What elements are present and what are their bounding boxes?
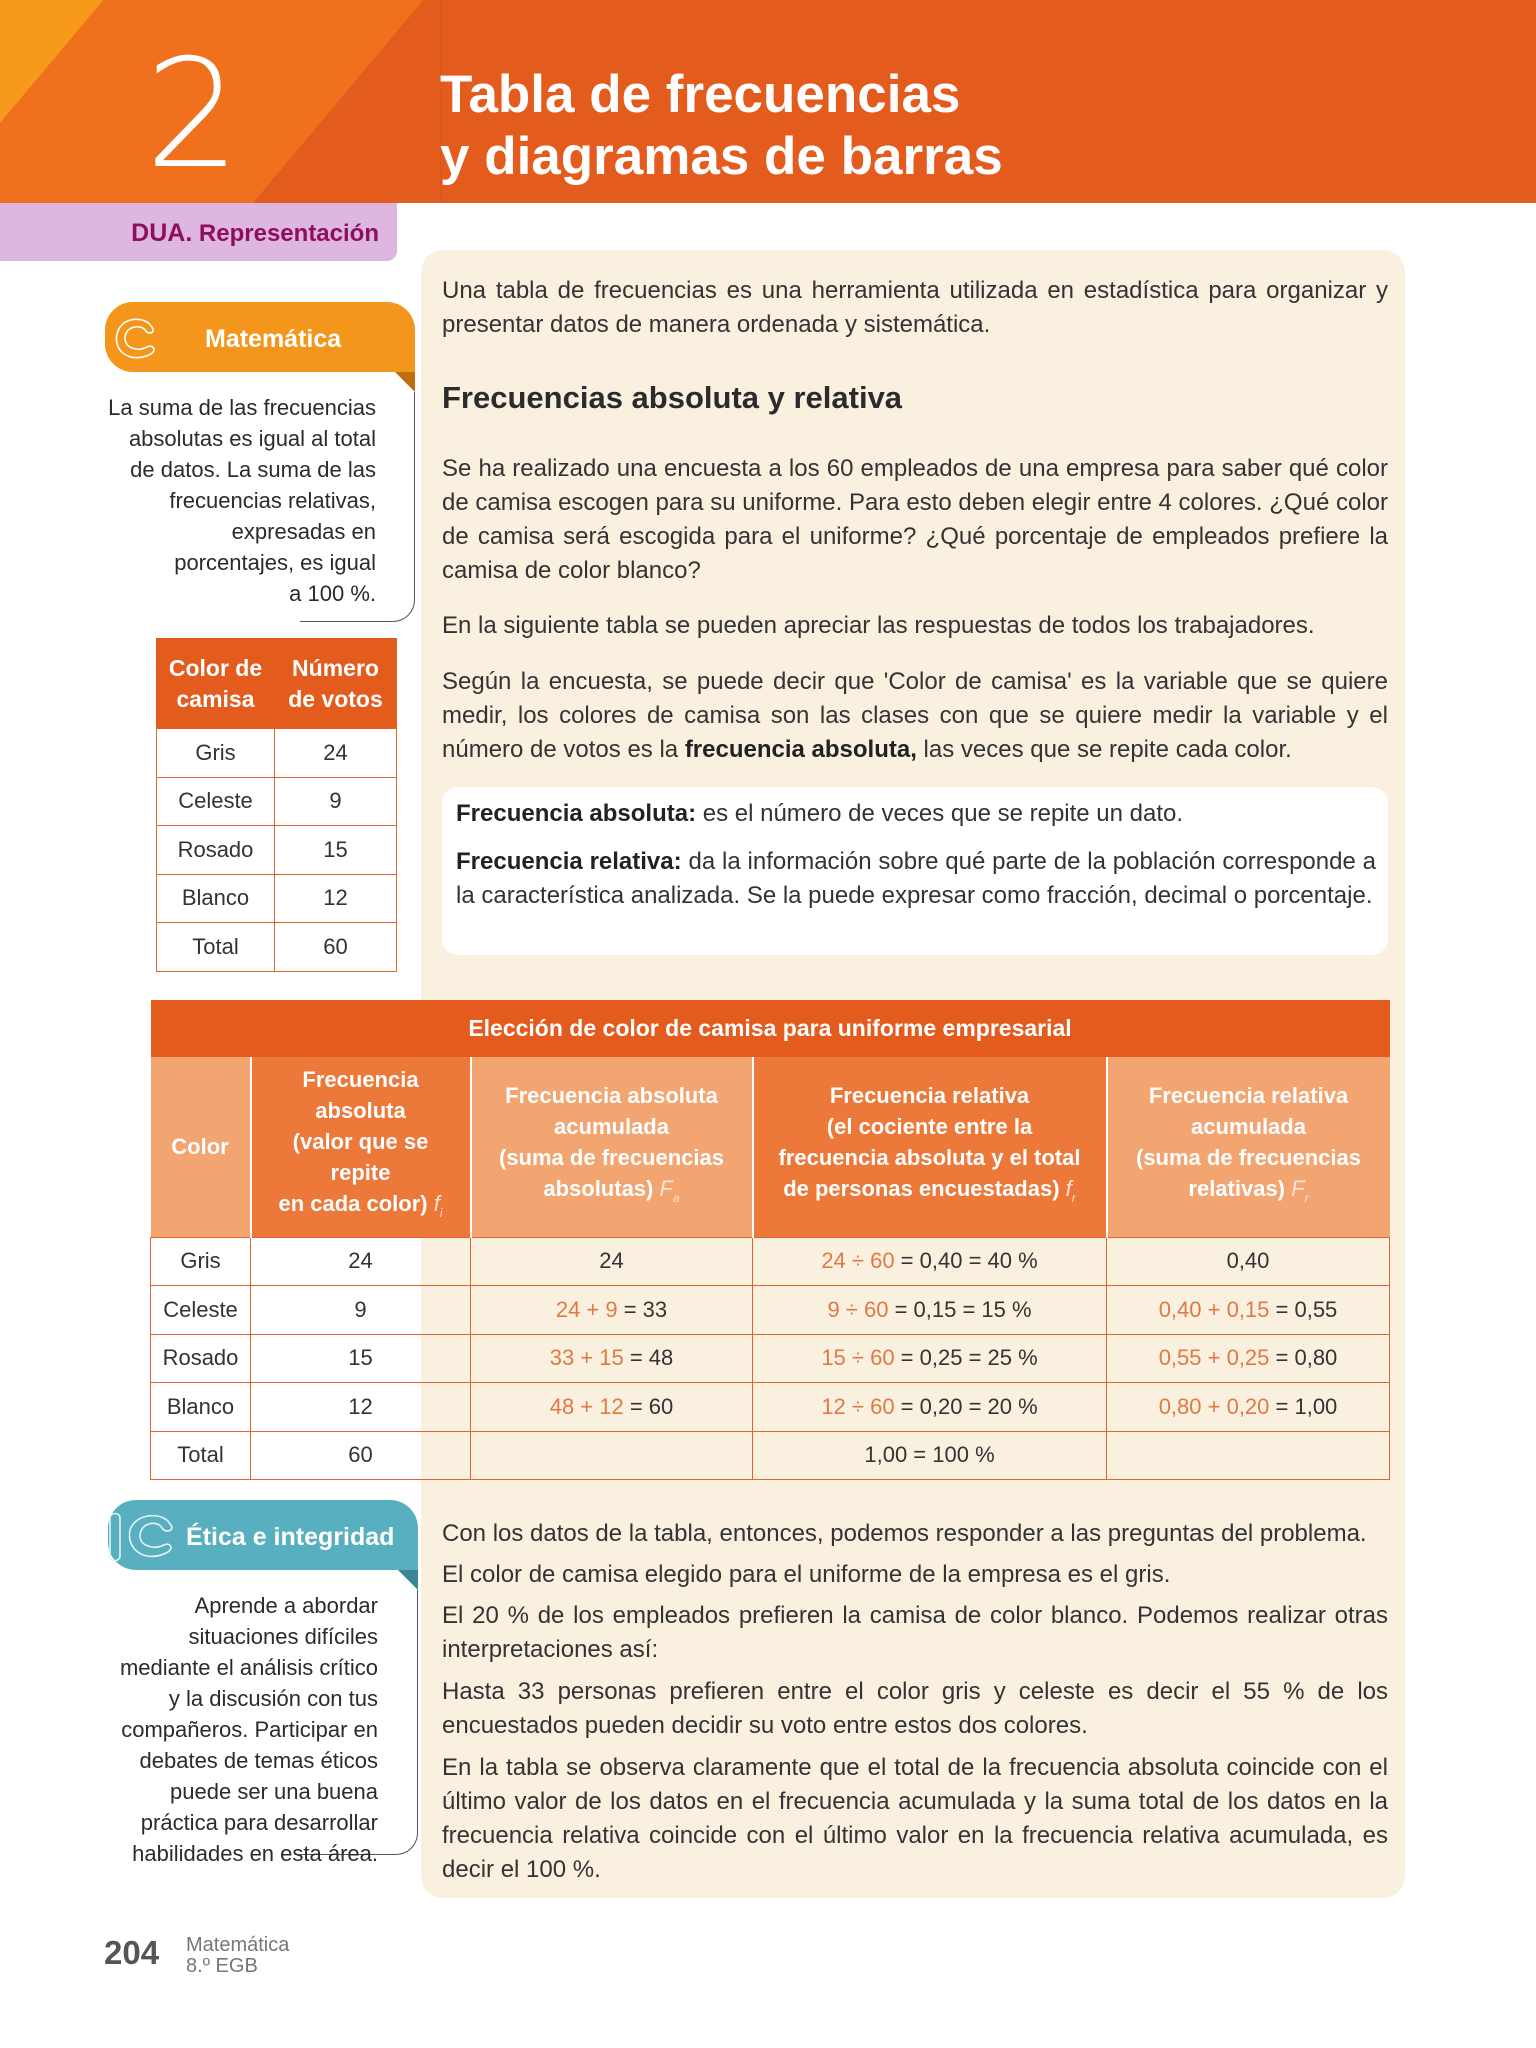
page-number: 204 bbox=[104, 1934, 160, 1971]
votes-table bbox=[156, 638, 397, 972]
dua-bold: DUA. bbox=[131, 219, 193, 247]
table-row: Gris 24 bbox=[157, 729, 397, 778]
table-row: Rosado 15 33 + 15 = 48 15 ÷ 60 = 0,25 = 25 % 0,55 + 0,25 = 0,80 bbox=[151, 1334, 1390, 1383]
header-relative-frequency: Frecuencia relativa (el cociente entre la frecuencia absoluta y el total de personas encuestadas) $f_r$ bbox=[753, 1057, 1107, 1237]
table-intro-paragraph: En la siguiente tabla se pueden apreciar las respuestas de todos los trabajadores. bbox=[442, 612, 1315, 639]
etica-ic-icon bbox=[106, 1510, 176, 1564]
conclusion-paragraph: En la tabla se observa claramente que el total de la frecuencia absoluta coincide con el último valor de los datos en el frecuencia acumulada y la suma total de los datos en la frecuencia relativa coincide con el último valor en la frecuencia relativa acumulada, es decir el 100 %. bbox=[442, 1754, 1388, 1883]
etica-tab bbox=[108, 1500, 418, 1570]
footer-subject: Matemática 8.º EGB bbox=[186, 1934, 290, 1977]
header-cumulative-relative-frequency: Frecuencia relativa acumulada (suma de frecuencias relativas) $F_r$ bbox=[1107, 1057, 1390, 1237]
votes-header-color: Color de camisa bbox=[157, 639, 275, 729]
matematica-label: Matemática bbox=[205, 325, 342, 353]
table-row: Blanco 12 bbox=[157, 874, 397, 923]
table-row: Total 60 bbox=[157, 923, 397, 972]
votes-header-count: Número de votos bbox=[275, 639, 397, 729]
conclusion-paragraph: Con los datos de la tabla, entonces, podemos responder a las preguntas del problema. bbox=[442, 1520, 1367, 1547]
page-title bbox=[440, 64, 1003, 188]
conclusion-paragraph: El 20 % de los empleados prefieren la camisa de color blanco. Podemos realizar otras interpretaciones así: bbox=[442, 1602, 1388, 1663]
definitions-callout bbox=[442, 787, 1388, 955]
intro-paragraph: Una tabla de frecuencias es una herramienta utilizada en estadística para organizar y presentar datos de manera ordenada y sistemática. bbox=[442, 277, 1388, 338]
conclusion-paragraph: El color de camisa elegido para el uniforme de la empresa es el gris. bbox=[442, 1561, 1171, 1588]
problem-paragraph: Se ha realizado una encuesta a los 60 empleados de una empresa para saber qué color de camisa escogen para su uniforme. Para esto deben elegir entre 4 colores. ¿Qué color de camisa será escogida para el uniforme? ¿Qué porcentaje de empleados prefiere la camisa de color blanco? bbox=[442, 455, 1388, 584]
etica-label: Ética e integridad bbox=[186, 1523, 395, 1551]
variable-paragraph: Según la encuesta, se puede decir que 'Color de camisa' es la variable que se quiere medir, los colores de camisa son las clases con que se quiere medir la variable y el número de votos es la frecuencia absoluta, las veces que se repite cada color. bbox=[442, 668, 1388, 763]
dua-label: Representación bbox=[192, 220, 379, 247]
table-row-total: Total 60 1,00 = 100 % bbox=[151, 1431, 1390, 1480]
tab-fold bbox=[395, 372, 415, 392]
section-title: Frecuencias absoluta y relativa bbox=[442, 380, 903, 415]
frequency-table bbox=[150, 1000, 1390, 1480]
etica-note: Aprende a abordar situaciones difíciles mediante el análisis crítico y la discusión con tus compañeros. Participar en debates de temas éticos puede ser una buena práctica para desarrollar habilidades en esta área. bbox=[119, 1593, 378, 1866]
chapter-header bbox=[0, 0, 1536, 203]
table-row: Rosado 15 bbox=[157, 826, 397, 875]
absolute-frequency-definition: Frecuencia absoluta: es el número de veces que se repite un dato. bbox=[456, 800, 1184, 827]
chapter-number: 2 bbox=[145, 28, 241, 202]
table-row: Blanco 12 48 + 12 = 60 12 ÷ 60 = 0,20 = 20 % 0,80 + 0,20 = 1,00 bbox=[151, 1383, 1390, 1432]
header-cumulative-absolute-frequency: Frecuencia absoluta acumulada (suma de frecuencias absolutas) $F_a$ bbox=[471, 1057, 753, 1237]
header-absolute-frequency: Frecuencia absoluta (valor que se repite en cada color) $f_i$ bbox=[251, 1057, 471, 1237]
matematica-tab bbox=[105, 302, 415, 372]
header-color: Color bbox=[151, 1057, 251, 1237]
matematica-c-icon bbox=[111, 314, 157, 364]
tab-fold bbox=[398, 1570, 418, 1590]
table-row: Celeste 9 bbox=[157, 777, 397, 826]
table-row: Gris 24 24 24 ÷ 60 = 0,40 = 40 % 0,40 bbox=[151, 1237, 1390, 1286]
page-title-line1: Tabla de frecuencias bbox=[440, 65, 961, 124]
page-title-line2: y diagramas de barras bbox=[440, 127, 1003, 186]
table-row: Celeste 9 24 + 9 = 33 9 ÷ 60 = 0,15 = 15 % 0,40 + 0,15 = 0,55 bbox=[151, 1286, 1390, 1335]
dua-banner bbox=[0, 203, 397, 261]
relative-frequency-definition: Frecuencia relativa: da la información sobre qué parte de la población corresponde a la característica analizada. Se la puede expresar como fracción, decimal o porcentaje. bbox=[456, 848, 1376, 909]
frequency-table-title: Elección de color de camisa para uniforme empresarial bbox=[151, 1000, 1390, 1057]
conclusion-paragraph: Hasta 33 personas prefieren entre el color gris y celeste es decir el 55 % de los encuestados pueden decidir su voto entre estos dos colores. bbox=[442, 1678, 1388, 1739]
matematica-note: La suma de las frecuencias absolutas es igual al total de datos. La suma de las frecuencias relativas, expresadas en porcentajes, es igual a 100 %. bbox=[108, 395, 376, 606]
